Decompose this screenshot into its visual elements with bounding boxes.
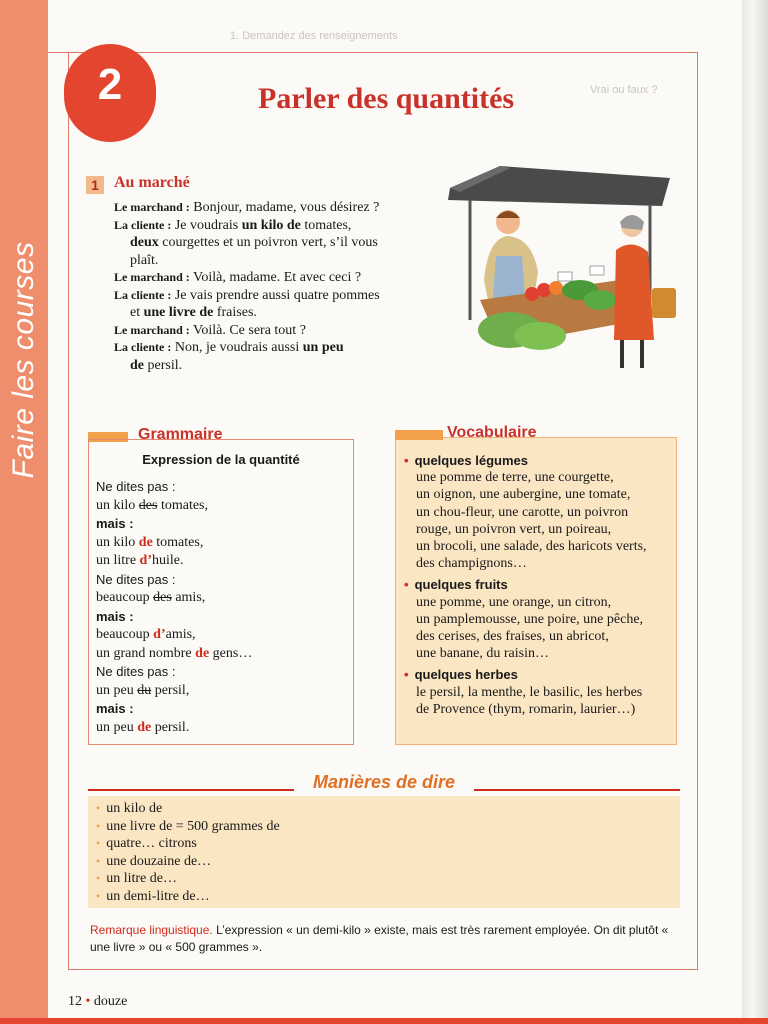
bullet-icon: •: [404, 577, 409, 593]
text-fragment: Ne dites pas :: [96, 571, 176, 587]
vocabulaire-word-line: un pamplemousse, une poire, une pêche,: [416, 611, 644, 627]
vocabulaire-word-line: de Provence (thym, romarin, laurier…): [416, 701, 636, 717]
manieres-list: [96, 800, 280, 905]
text-fragment: tomates,: [152, 534, 204, 550]
vocabulaire-words: [416, 469, 670, 572]
text-fragment: un peu: [96, 719, 138, 735]
vocabulaire-word-line: une banane, du raisin…: [416, 646, 549, 662]
side-band: [0, 0, 48, 1024]
text-fragment: Non, je voudrais aussi: [174, 340, 303, 355]
text-fragment: tomates,: [300, 217, 352, 233]
remarque-text: L’expression « un demi-kilo » existe, mais est très rarement employée. On dit plutôt « une livre » ou « 500 grammes ».: [90, 923, 669, 954]
text-fragment: persil,: [151, 682, 190, 698]
dialogue-text: Bonjour, madame, vous désirez ?: [193, 200, 380, 215]
vocabulaire-word-line: une pomme de terre, une courgette,: [416, 470, 614, 486]
bullet-icon: •: [96, 871, 101, 885]
bullet-icon: •: [404, 453, 409, 468]
text-fragment: gens…: [209, 645, 253, 661]
vocabulaire-category-name: quelques légumes: [414, 453, 528, 468]
market-illustration: [440, 160, 680, 380]
vocabulaire-content: [404, 452, 670, 722]
text-fragment: mais :: [96, 701, 134, 716]
dialogue-speaker: La cliente :: [114, 287, 172, 302]
grammaire-line: [96, 682, 346, 701]
text-fragment: un peu: [96, 682, 138, 698]
dialogue-speaker: La cliente :: [114, 217, 172, 232]
grammaire-title: Grammaire: [134, 426, 227, 444]
text-fragment: beaucoup: [96, 590, 154, 605]
text-fragment: Je vais prendre aussi quatre pommes: [174, 287, 380, 303]
manieres-item-text: une douzaine de…: [106, 853, 212, 869]
bullet-icon: •: [96, 836, 101, 850]
vocabulaire-category-name: quelques herbes: [414, 667, 518, 683]
manieres-item-text: un demi-litre de…: [106, 888, 210, 904]
text-fragment: Ne dites pas :: [96, 664, 176, 679]
vocabulaire-word-line: un chou-fleur, une carotte, un poivron: [416, 504, 629, 520]
dialogue-line: [114, 339, 434, 374]
text-fragment: un litre: [96, 553, 140, 568]
page-number: 12: [68, 994, 82, 1009]
text-fragment: un grand nombre: [96, 645, 196, 661]
grammaire-line: [96, 663, 346, 682]
text-fragment: d’: [139, 553, 152, 568]
dialogue-text: Voilà. Ce sera tout ?: [193, 322, 306, 338]
vocabulaire-title-bar: [395, 430, 443, 440]
page-footer: [68, 994, 127, 1010]
vocabulaire-words: [416, 684, 670, 718]
text-fragment: amis,: [171, 590, 206, 605]
text-fragment: plaît.: [130, 252, 159, 268]
section-title: Au marché: [114, 174, 190, 191]
grammaire-line: [96, 478, 346, 497]
bullet-icon: •: [404, 667, 409, 683]
manieres-item-text: un litre de…: [106, 871, 177, 886]
text-fragment: un kilo: [96, 497, 139, 513]
manieres-title: Manières de dire: [312, 772, 456, 792]
manieres-item-text: un kilo de: [106, 801, 163, 816]
grammaire-line: [96, 571, 346, 590]
remarque-label: Remarque linguistique.: [90, 923, 213, 937]
dialogue-speaker: La cliente :: [114, 340, 172, 354]
vocabulaire-title: Vocabulaire: [447, 424, 537, 441]
text-fragment: de: [137, 719, 152, 735]
dialogue-continuation: [114, 234, 434, 252]
vocabulaire-word-line: une pomme, une orange, un citron,: [416, 594, 612, 610]
vocabulaire-word-line: rouge, un poivron vert, un poireau,: [416, 521, 612, 537]
page-word: douze: [93, 994, 128, 1009]
vocabulaire-category: [404, 452, 670, 469]
dialogue: [114, 199, 434, 374]
dialogue-line: [114, 199, 434, 217]
vocabulaire-words: [416, 594, 670, 663]
grammaire-line: [96, 589, 346, 608]
bullet-icon: •: [96, 818, 101, 833]
dialogue-line: [114, 217, 434, 270]
footer-bullet: •: [85, 994, 91, 1009]
vocabulaire-category: [404, 666, 670, 683]
vocabulaire-word-line: un oignon, une aubergine, une tomate,: [416, 487, 631, 503]
text-fragment: des: [153, 590, 172, 605]
grammaire-line: [96, 645, 346, 664]
text-fragment: huile.: [152, 553, 184, 568]
vocabulaire-word-line: un brocoli, une salade, des haricots verts,: [416, 539, 647, 555]
lesson-number: 2: [97, 60, 123, 109]
manieres-item: [96, 835, 280, 853]
page-edge: [742, 0, 768, 1024]
bottom-band: [0, 1018, 768, 1024]
text-fragment: persil.: [151, 719, 190, 735]
text-fragment: Je voudrais: [174, 217, 242, 233]
dialogue-continuation: [114, 252, 434, 270]
grammaire-content: [96, 478, 346, 737]
dialogue-speaker: Le marchand :: [114, 270, 190, 284]
frame-line: [48, 52, 68, 53]
text-fragment: tomates,: [157, 497, 208, 513]
manieres-item: [96, 853, 280, 871]
text-fragment: mais :: [96, 516, 134, 531]
remarque: [90, 922, 680, 956]
side-label: Faire les courses: [7, 241, 40, 479]
text-fragment: des: [138, 497, 158, 513]
vocabulaire-category: [404, 576, 670, 593]
dialogue-text: Voilà, madame. Et avec ceci ?: [193, 270, 362, 285]
text-fragment: beaucoup: [96, 627, 154, 642]
dialogue-speaker: Le marchand :: [114, 200, 190, 214]
vocabulaire-word-line: le persil, la menthe, le basilic, les herbes: [416, 684, 643, 700]
text-fragment: et: [130, 305, 144, 320]
vocabulaire-word-line: des champignons…: [416, 556, 527, 572]
dialogue-continuation: [114, 304, 434, 322]
dialogue-line: [114, 287, 434, 322]
manieres-item: [96, 888, 280, 906]
dialogue-line: [114, 322, 434, 340]
text-fragment: fraises.: [213, 305, 257, 320]
bullet-icon: •: [96, 853, 101, 868]
text-fragment: un kilo de: [241, 217, 301, 233]
grammaire-line: [96, 700, 346, 719]
vocabulaire-word-line: des cerises, des fraises, un abricot,: [416, 629, 609, 645]
grammaire-line: [96, 719, 346, 738]
grammaire-line: [96, 497, 346, 516]
text-fragment: Ne dites pas :: [96, 479, 176, 494]
text-fragment: un kilo: [96, 534, 139, 550]
text-fragment: amis,: [165, 627, 196, 642]
manieres-item-text: une livre de = 500 grammes de: [106, 818, 280, 834]
grammaire-line: [96, 515, 346, 534]
section-number: 1: [86, 176, 104, 194]
dialogue-speaker: Le marchand :: [114, 322, 190, 337]
text-fragment: mais :: [96, 608, 134, 624]
text-fragment: deux: [130, 235, 159, 250]
text-fragment: du: [137, 682, 152, 698]
text-fragment: courgettes et un poivron vert, s’il vous: [158, 235, 378, 250]
lesson-title: Parler des quantités: [258, 82, 515, 115]
bullet-icon: •: [96, 801, 101, 815]
dialogue-continuation: [114, 357, 434, 375]
grammaire-line: [96, 626, 346, 645]
text-fragment: de: [195, 645, 210, 661]
vocabulaire-category-name: quelques fruits: [414, 577, 508, 593]
grammaire-subtitle: Expression de la quantité: [142, 452, 300, 467]
text-fragment: un peu: [302, 340, 344, 355]
manieres-item-text: quatre… citrons: [106, 836, 197, 851]
grammaire-line: [96, 608, 346, 627]
grammaire-line: [96, 552, 346, 571]
manieres-rule-left: [88, 789, 294, 791]
text-fragment: d’: [153, 627, 166, 642]
grammaire-line: [96, 534, 346, 553]
text-fragment: persil.: [144, 357, 183, 373]
manieres-item: [96, 818, 280, 836]
manieres-item: [96, 870, 280, 888]
dialogue-line: [114, 269, 434, 287]
text-fragment: de: [130, 357, 144, 373]
text-fragment: une livre de: [143, 305, 214, 320]
text-fragment: de: [138, 534, 153, 550]
manieres-item: [96, 800, 280, 818]
bullet-icon: •: [96, 888, 101, 903]
manieres-rule-right: [474, 789, 680, 791]
